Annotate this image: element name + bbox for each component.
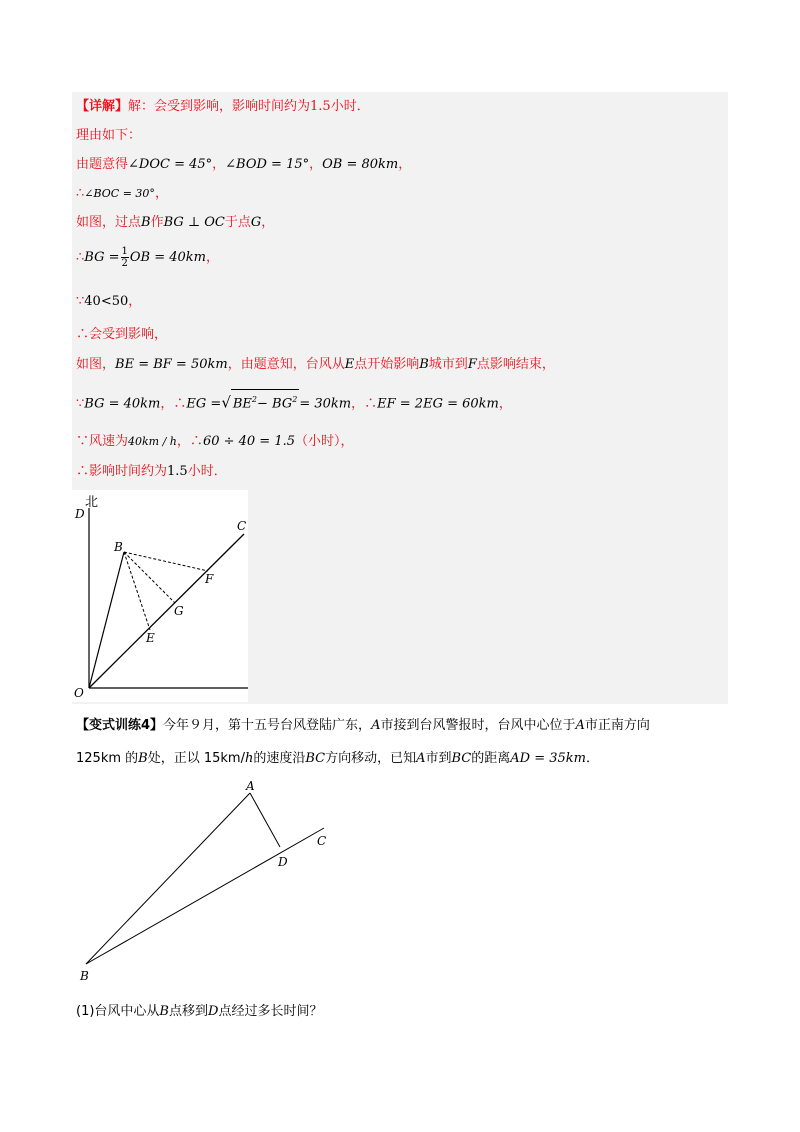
- segment-bc: [86, 828, 327, 964]
- label-c: C: [237, 519, 247, 533]
- solution-line-6: ∴BG = $\frac{1}{2}$ OB = 40km，: [76, 246, 220, 269]
- figure-1-svg: [72, 490, 248, 702]
- solution-line-9: 如图，BE = BF = 50km，由题意知，台风从E点开始影响B城市到F点影响结束，: [76, 357, 555, 372]
- label-f: F: [205, 572, 214, 586]
- solution-line-4: ∴∠BOC = 30°，: [76, 186, 168, 201]
- solution-label: 【详解】: [76, 99, 129, 114]
- solution-line-5: 如图，过点B作BG ⊥ OC于点G，: [76, 215, 275, 230]
- solution-line-12: ∴影响时间约为1.5小时．: [76, 464, 227, 479]
- solution-line-8: ∴会受到影响，: [76, 327, 168, 342]
- label-e: E: [146, 631, 155, 645]
- ray-oc: [89, 534, 244, 688]
- fraction-half: $\frac{1}{2}$: [121, 246, 128, 269]
- solution-line-11: ∵风速为40km / h，∴60 ÷ 40 = 1.5（小时），: [76, 434, 354, 449]
- solution-line-3: 由题意得∠DOC = 45°，∠BOD = 15°，OB = 80km，: [76, 157, 412, 172]
- north-label: 北: [85, 495, 99, 510]
- label-a: A: [246, 779, 255, 793]
- solution-line-1: 【详解】解：会受到影响，影响时间约为1.5小时．: [76, 99, 370, 114]
- figure-typhoon-bearing: [72, 490, 248, 702]
- solution-line-7: ∵40<50，: [76, 294, 142, 309]
- solution-line-2: 理由如下：: [76, 128, 142, 143]
- label-o: O: [74, 686, 84, 700]
- solution-line-10: ∵BG = 40km，∴EG =√ $BE^2- BG^2 = 30km$，∴EF = 2EG = 60km，: [76, 389, 512, 414]
- exercise-paragraph-line-2: 125km 的B处，正以 15km/h的速度沿BC方向移动，已知A市到BC的距离AD = 35km．: [76, 751, 600, 766]
- sqrt-expression: $BE^2- BG^2$: [231, 389, 299, 414]
- label-g: G: [174, 604, 184, 618]
- segment-ad: [250, 793, 280, 847]
- segment-be: [124, 552, 150, 630]
- segment-ba: [86, 793, 250, 964]
- figure-triangle-abd: [72, 778, 342, 988]
- segment-bg: [124, 552, 175, 603]
- label-b: B: [80, 969, 89, 983]
- label-b: B: [114, 540, 123, 554]
- exercise-paragraph: 【变式训练4】今年９月，第十五号台风登陆广东，A市接到台风警报时，台风中心位于A市正南方向: [76, 718, 650, 733]
- segment-bf: [124, 552, 208, 571]
- exercise-title: 【变式训练4】: [76, 718, 164, 733]
- question-1: (1)台风中心从B点移到D点经过多长时间？: [76, 1004, 323, 1019]
- label-c: C: [317, 834, 327, 848]
- figure-2-svg: [72, 778, 342, 988]
- label-d: D: [75, 507, 85, 521]
- label-d: D: [278, 855, 288, 869]
- segment-ob: [89, 552, 124, 688]
